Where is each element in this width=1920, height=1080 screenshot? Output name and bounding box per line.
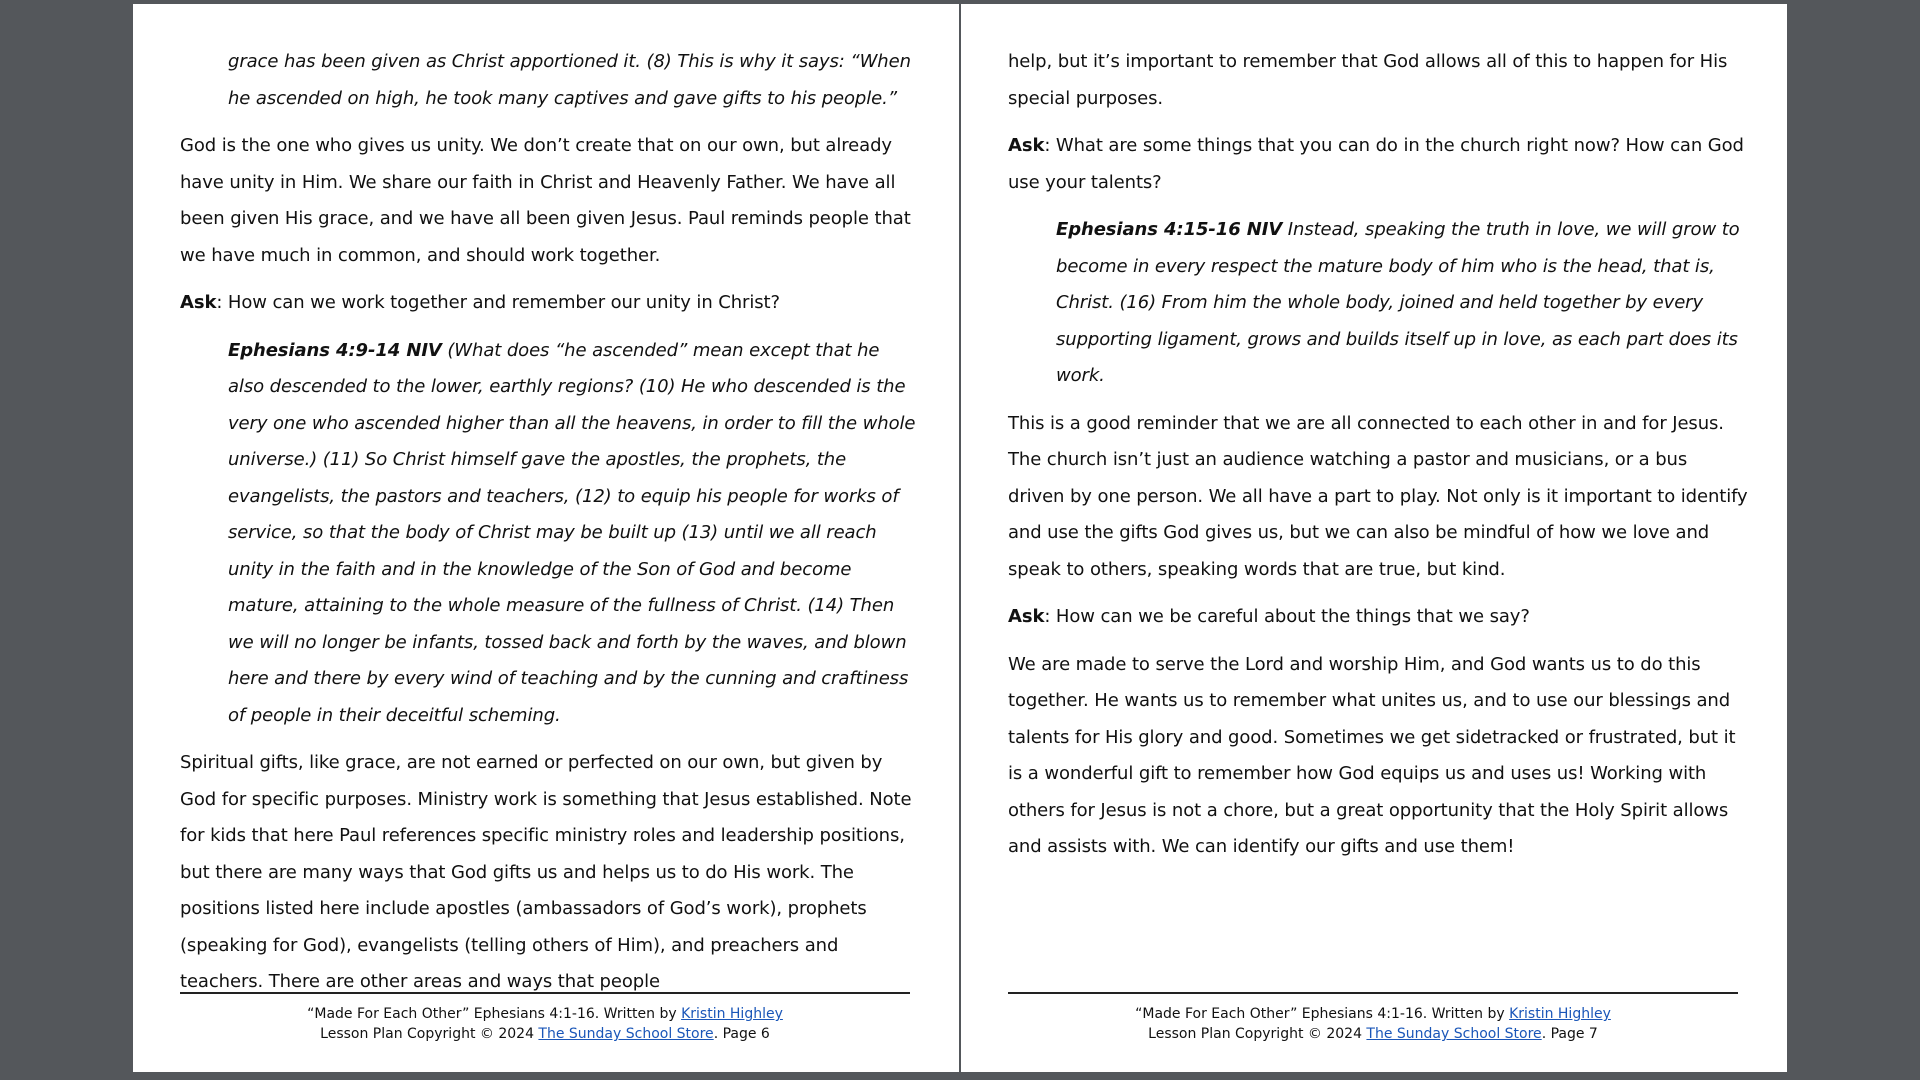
ask-question (180, 285, 920, 322)
ask-question (1008, 128, 1748, 201)
page-number: . Page 7 (1541, 1026, 1598, 1042)
footer-copyright-text: Lesson Plan Copyright © 2024 (320, 1026, 539, 1042)
footer-title-text: “Made For Each Other” Ephesians 4:1-16. Written by (1135, 1006, 1510, 1022)
footer-line-1 (1008, 1004, 1738, 1024)
footer-line-2 (180, 1024, 910, 1044)
scripture-quote (1008, 212, 1748, 395)
page-footer (180, 992, 910, 1044)
store-link[interactable]: The Sunday School Store (538, 1026, 714, 1042)
ask-label: Ask (180, 292, 217, 313)
body-paragraph: Spiritual gifts, like grace, are not earned or perfected on our own, but given by God for specific purposes. Ministry work is something that Jesus established. Note for kids that here Paul references specific ministry roles and leadership positions, but there are many ways that God gifts us and helps us to do His work. The positions listed here include apostles (ambassadors of God’s work), prophets (speaking for God), evangelists (telling others of Him), and preachers and teachers. There are other areas and ways that people (180, 752, 912, 992)
ask-label: Ask (1008, 135, 1045, 156)
page-footer (1008, 992, 1738, 1044)
scripture-quote-continued: grace has been given as Christ apportioned it. (8) This is why it says: “When he ascended on high, he took many captives and gave gifts to his people.” (228, 51, 911, 109)
scripture-text: (What does “he ascended” mean except that he also descended to the lower, earthly regions? (10) He who descended is the very one who ascended higher than all the heavens, in order to fill the whole universe.) (11) So Christ himself gave the apostles, the prophets, the evangelists, the pastors and teachers, (12) to equip his people for works of service, so that the body of Christ may be built up (13) until we all reach unity in the faith and in the knowledge of the Son of God and become mature, attaining to the whole measure of the fullness of Christ. (14) Then we will no longer be infants, tossed back and forth by the waves, and blown here and there by every wind of teaching and by the cunning and craftiness of people in their deceitful scheming. (228, 339, 916, 726)
store-link[interactable]: The Sunday School Store (1366, 1026, 1542, 1042)
page-content (1008, 44, 1748, 877)
document-page-7 (961, 4, 1787, 1072)
footer-line-1 (180, 1004, 910, 1024)
page-number: . Page 6 (713, 1026, 770, 1042)
ask-text: : How can we work together and remember our unity in Christ? (216, 292, 780, 313)
body-paragraph: This is a good reminder that we are all connected to each other in and for Jesus. The church isn’t just an audience watching a pastor and musicians, or a bus driven by one person. We all have a part to play. Not only is it important to identify and use the gifts God gives us, but we can also be mindful of how we love and speak to others, speaking words that are true, but kind. (1008, 412, 1748, 580)
body-paragraph-continued: help, but it’s important to remember that God allows all of this to happen for His special purposes. (1008, 51, 1728, 109)
ask-text: : How can we be careful about the things that we say? (1044, 606, 1530, 627)
ask-question (1008, 599, 1748, 636)
scripture-reference: Ephesians 4:9-14 NIV (228, 339, 442, 361)
document-page-6 (133, 4, 959, 1072)
footer-title-text: “Made For Each Other” Ephesians 4:1-16. Written by (307, 1006, 682, 1022)
scripture-text: Instead, speaking the truth in love, we will grow to become in every respect the mature body of him who is the head, that is, Christ. (16) From him the whole body, joined and held together by every supporting ligament, grows and builds itself up in love, as each part does its work. (1056, 219, 1740, 386)
page-content (180, 44, 920, 1012)
body-paragraph: We are made to serve the Lord and worship Him, and God wants us to do this together. He wants us to remember what unites us, and to use our blessings and talents for His glory and good. Sometimes we get sidetracked or frustrated, but it is a wonderful gift to remember how God equips us and uses us! Working with others for Jesus is not a chore, but a great opportunity that the Holy Spirit allows and assists with. We can identify our gifts and use them! (1008, 653, 1736, 857)
author-link[interactable]: Kristin Highley (681, 1006, 783, 1022)
footer-copyright-text: Lesson Plan Copyright © 2024 (1148, 1026, 1367, 1042)
author-link[interactable]: Kristin Highley (1509, 1006, 1611, 1022)
body-paragraph: God is the one who gives us unity. We don’t create that on our own, but already have unity in Him. We share our faith in Christ and Heavenly Father. We have all been given His grace, and we have all been given Jesus. Paul reminds people that we have much in common, and should work together. (180, 135, 911, 266)
scripture-quote (180, 333, 920, 735)
scripture-reference: Ephesians 4:15-16 NIV (1056, 219, 1283, 240)
ask-label: Ask (1008, 606, 1045, 627)
ask-text: : What are some things that you can do in the church right now? How can God use your talents? (1008, 135, 1744, 193)
footer-line-2 (1008, 1024, 1738, 1044)
